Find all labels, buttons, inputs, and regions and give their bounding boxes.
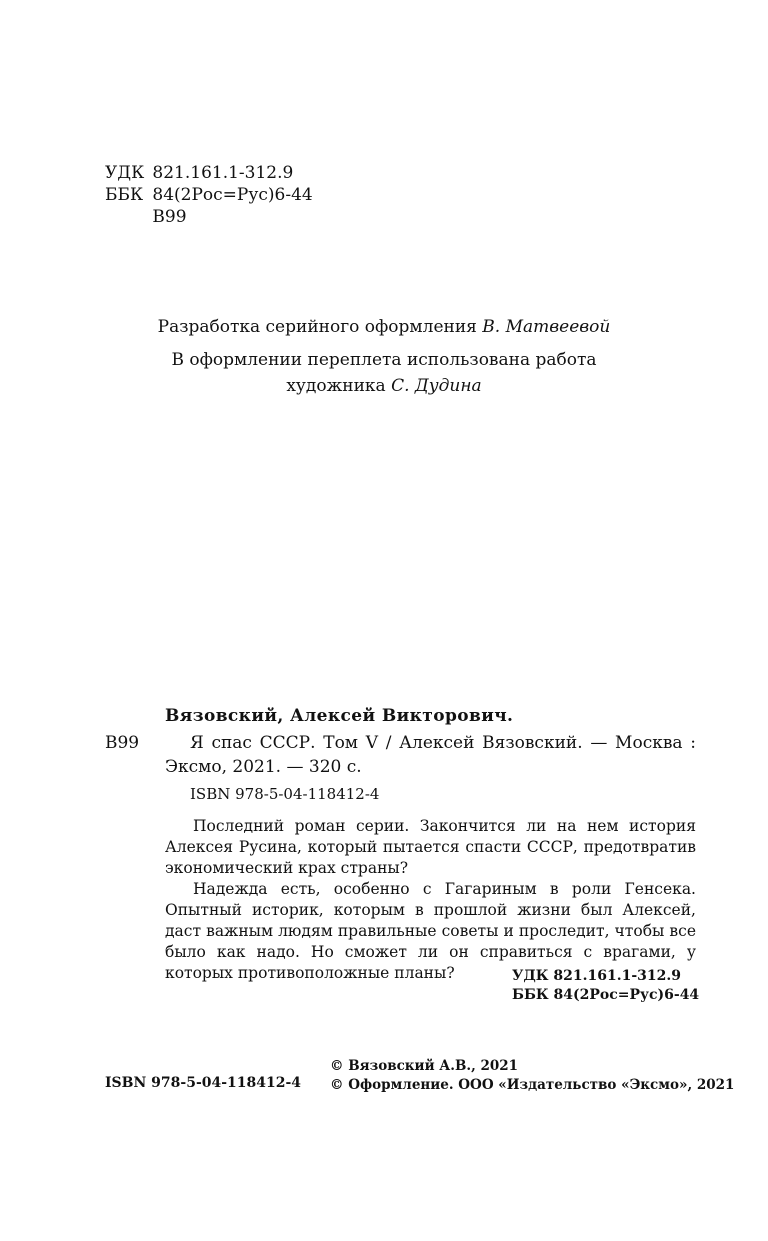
copyright-author: © Вязовский А.В., 2021 [330, 1058, 519, 1074]
bbk-line [105, 184, 313, 206]
classification-top [105, 162, 313, 228]
catalog-code: В99 [105, 733, 140, 753]
catalog-title-line2: Эксмо, 2021. — 320 с. [165, 757, 362, 777]
udk-line [105, 162, 313, 184]
footer-isbn: ISBN 978-5-04-118412-4 [105, 1075, 302, 1091]
cover-credit-line2 [0, 373, 768, 399]
bottom-bbk: ББК 84(2Рос=Рус)6-44 [512, 987, 700, 1003]
bbk-value: 84(2Рос=Рус)6-44 [152, 185, 313, 205]
copyright-design: © Оформление. ООО «Издательство «Эксмо», 2021 [330, 1077, 735, 1093]
annotation [165, 816, 696, 984]
series-design-name: В. Матвеевой [482, 317, 611, 337]
bbk-label: ББК [105, 185, 144, 205]
bottom-udk: УДК 821.161.1-312.9 [512, 968, 682, 984]
cover-artist-name: С. Дудина [391, 376, 482, 396]
author-code: В99 [152, 207, 187, 227]
catalog-title-line1: Я спас СССР. Том V / Алексей Вязовский. — Москва : [190, 733, 696, 753]
annotation-paragraph: Надежда есть, особенно с Гагариным в роли Генсека. Опытный историк, которым в прошлой жизни был Алексей, даст важным людям правильные советы и проследит, чтобы все было как надо. Но сможет ли он справиться с врагами, у которых противоположные планы? [165, 880, 696, 982]
cover-credit [0, 347, 768, 399]
cover-credit-text: художника [286, 376, 386, 396]
series-design-text: Разработка серийного оформления [157, 317, 477, 337]
udk-label: УДК [105, 163, 145, 183]
cover-credit-line1: В оформлении переплета использована работа [171, 350, 597, 370]
author-code-line [105, 206, 313, 228]
catalog-author: Вязовский, Алексей Викторович. [165, 706, 514, 726]
classification-bottom [512, 967, 699, 1005]
catalog-isbn: ISBN 978-5-04-118412-4 [190, 785, 380, 803]
series-design-credit [0, 314, 768, 340]
annotation-paragraph: Последний роман серии. Закончится ли на нем история Алексея Русина, который пытается спасти СССР, предотвратив экономический крах страны? [165, 817, 696, 877]
copyright-block [330, 1057, 734, 1095]
udk-value: 821.161.1-312.9 [152, 163, 294, 183]
